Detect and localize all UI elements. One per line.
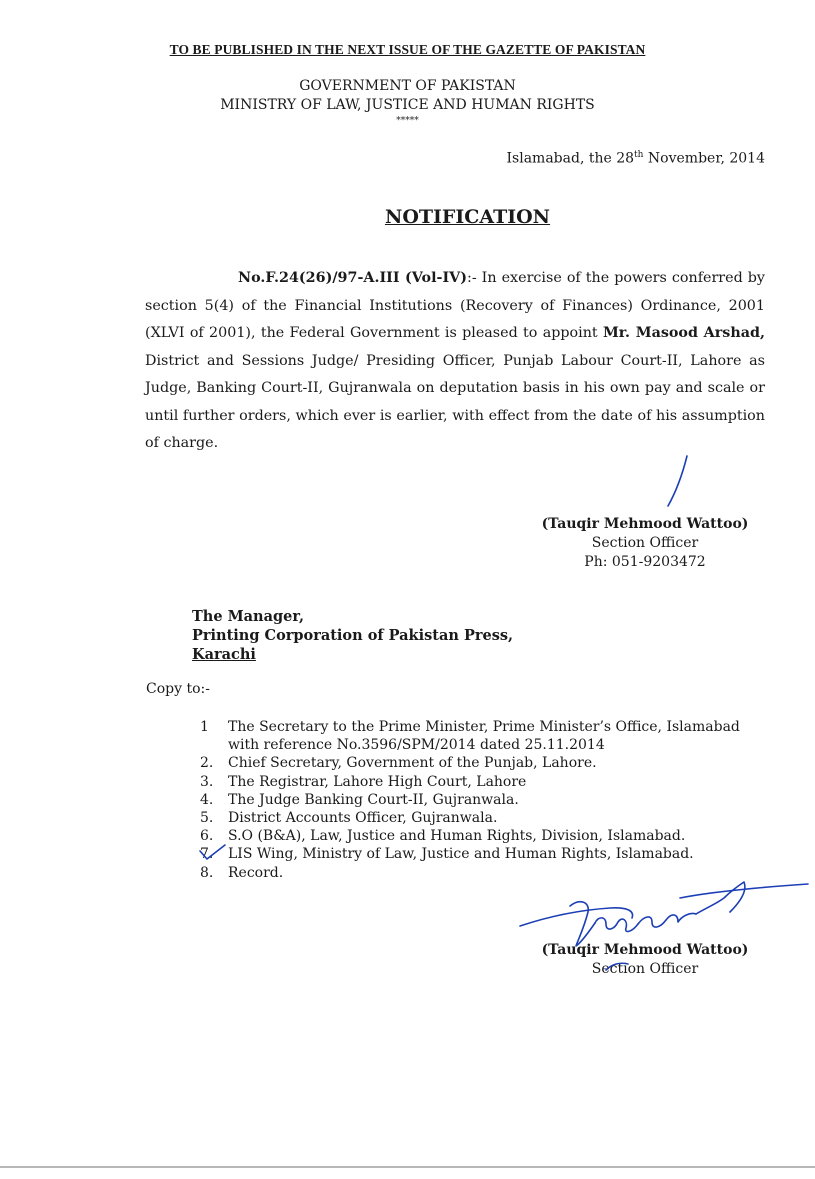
- list-item: [200, 754, 790, 772]
- list-item-text: S.O (B&A), Law, Justice and Human Rights, Division, Islamabad.: [228, 828, 686, 845]
- list-item: [200, 773, 790, 791]
- page-bottom-rule: [0, 1166, 815, 1168]
- list-item: [200, 845, 790, 863]
- signatory-phone: Ph: 051-9203472: [584, 554, 706, 570]
- reference-number: No.F.24(26)/97-A.III (Vol-IV): [238, 270, 467, 286]
- list-item: [200, 809, 790, 827]
- signature-block-1: [500, 515, 790, 572]
- dateline: [507, 150, 765, 167]
- date-rest: November, 2014: [643, 150, 765, 167]
- notification-body: [145, 265, 765, 458]
- tick-mark-icon: [198, 843, 228, 863]
- list-item-number: 5.: [200, 810, 214, 827]
- addressee-line-3: Karachi: [192, 646, 256, 663]
- list-item-text: District Accounts Officer, Gujranwala.: [228, 810, 498, 827]
- list-item-number: [200, 736, 228, 754]
- list-item-number: 6.: [200, 828, 214, 845]
- copy-to-label: Copy to:-: [146, 681, 210, 697]
- signatory-name: (Tauqir Mehmood Wattoo): [541, 516, 749, 532]
- list-item-text: with reference No.3596/SPM/2014 dated 25.11.2014: [228, 737, 605, 754]
- ministry-heading: MINISTRY OF LAW, JUSTICE AND HUMAN RIGHTS: [220, 97, 595, 113]
- notification-title: NOTIFICATION: [384, 206, 551, 228]
- signatory-designation-2: Section Officer: [591, 961, 699, 977]
- list-item: [200, 718, 790, 736]
- copy-to-list: [200, 718, 790, 882]
- signatory-designation: Section Officer: [591, 535, 699, 551]
- list-item-text: Chief Secretary, Government of the Punjab, Lahore.: [228, 755, 597, 772]
- list-item-text: Record.: [228, 864, 284, 881]
- body-text-2: District and Sessions Judge/ Presiding Officer, Punjab Labour Court-II, Lahore as Judge, Banking Court-II, Gujranwala on deputation basis in his own pay and scale or until further orders, which ever is earlier, with effect from the date of his assumption of charge.: [145, 352, 765, 451]
- list-item: [200, 791, 790, 809]
- list-item-number: 8.: [200, 864, 214, 881]
- separator-stars: *****: [396, 116, 419, 126]
- addressee-block: [192, 607, 513, 664]
- list-item-text: The Registrar, Lahore High Court, Lahore: [228, 773, 527, 790]
- list-item-number: 3.: [200, 773, 214, 790]
- handwritten-signature: [510, 868, 815, 978]
- signature-tick-mark: [655, 452, 695, 512]
- list-item-number: 7.: [200, 846, 214, 863]
- government-heading: GOVERNMENT OF PAKISTAN: [299, 78, 516, 94]
- date-place: Islamabad, the 28: [506, 150, 635, 167]
- addressee-line-1: The Manager,: [192, 608, 304, 625]
- signatory-name-2: (Tauqir Mehmood Wattoo): [541, 942, 749, 958]
- list-item: [200, 827, 790, 845]
- list-item-text: The Secretary to the Prime Minister, Prime Minister’s Office, Islamabad: [228, 719, 740, 735]
- addressee-line-2: Printing Corporation of Pakistan Press,: [192, 627, 514, 644]
- list-item-text: The Judge Banking Court-II, Gujranwala.: [228, 791, 519, 808]
- appointee-name: Mr. Masood Arshad,: [602, 325, 765, 341]
- date-suffix: th: [634, 150, 644, 160]
- body-text-1: :- In exercise of the powers conferred by section 5(4) of the Financial Institutions (Recovery of Finances) Ordinance, 2001 (XLVI of 2001), the Federal Government is pleased to appoint: [145, 270, 765, 341]
- list-item: [200, 736, 790, 754]
- list-item-number: 2.: [200, 755, 214, 772]
- gazette-heading: TO BE PUBLISHED IN THE NEXT ISSUE OF THE GAZETTE OF PAKISTAN: [169, 42, 646, 57]
- list-item-number: 1: [200, 719, 209, 735]
- list-item-number: 4.: [200, 791, 214, 808]
- list-item-text: LIS Wing, Ministry of Law, Justice and Human Rights, Islamabad.: [228, 846, 694, 863]
